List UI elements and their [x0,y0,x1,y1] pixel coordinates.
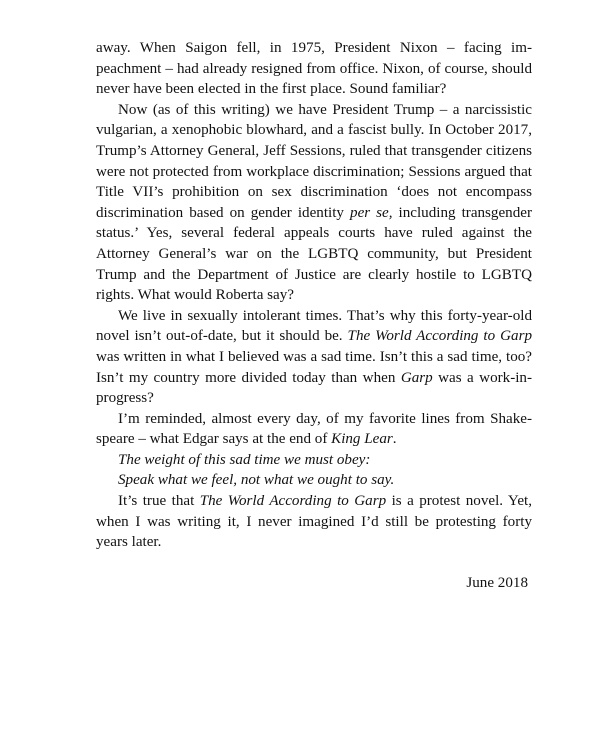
paragraph [96,100,532,306]
italic-run: per se, [350,204,393,221]
italic-run: King Lear [331,431,393,448]
verse-block [96,450,532,491]
paragraph [96,38,532,100]
text-run: is a protest novel. Yet, when I was writing it, I never imagined I’d still be protesting forty years later. [96,493,532,551]
verse-line: Speak what we feel, not what we ought to say. [118,472,395,489]
verse-line: The weight of this sad time we must obey: [118,451,371,468]
text-run: including transgender status.’ Yes, several federal appeals courts have ruled against the Attorney General’s war on the LGBTQ community, but President Trump and the Department of Justice are clearly hostile to LGBTQ rights. What would Roberta say? [96,204,533,304]
closing-paragraph [96,491,532,553]
italic-run: Garp [400,369,433,386]
text-run: I’m reminded, almost every day, of my favorite lines from Shakespeare – what Edgar says at the end of [96,410,532,448]
paragraph [96,409,532,450]
text-run: Now (as of this writing) we have President Trump – a narcissistic vulgarian, a xenophobic blowhard, and a fascist bully. In October 2017, Trump’s Attorney General, Jeff Sessions, ruled that transgender citizens were not protected from workplace discrimination; Sessions argued that Title VII’s prohibition on sex discrimination ‘does not encompass discrimination based on gender identity [96,101,532,221]
text-run: It’s true that [118,493,200,510]
signoff-date: June 2018 [466,575,528,592]
text-run: . [392,431,397,448]
italic-run: The World According to Garp [199,493,387,510]
italic-run: The World According to Garp [347,328,532,345]
text-run: We live in sexually intolerant times. That’s why this forty-year-old novel isn’t out-of-date, but it should be. [96,307,532,345]
body-text-block [96,38,532,594]
paragraph [96,306,532,409]
text-run: was written in what I believed was a sad time. Isn’t this a sad time, too? Isn’t my country more divided today than when [96,348,532,386]
paragraph-list [96,38,532,450]
text-run: was a work-in-progress? [96,369,532,407]
text-run: away. When Saigon fell, in 1975, President Nixon – facing impeachment – had already resigned from office. Nixon, of course, should never have been elected in the first place. Sound familiar? [96,40,532,98]
